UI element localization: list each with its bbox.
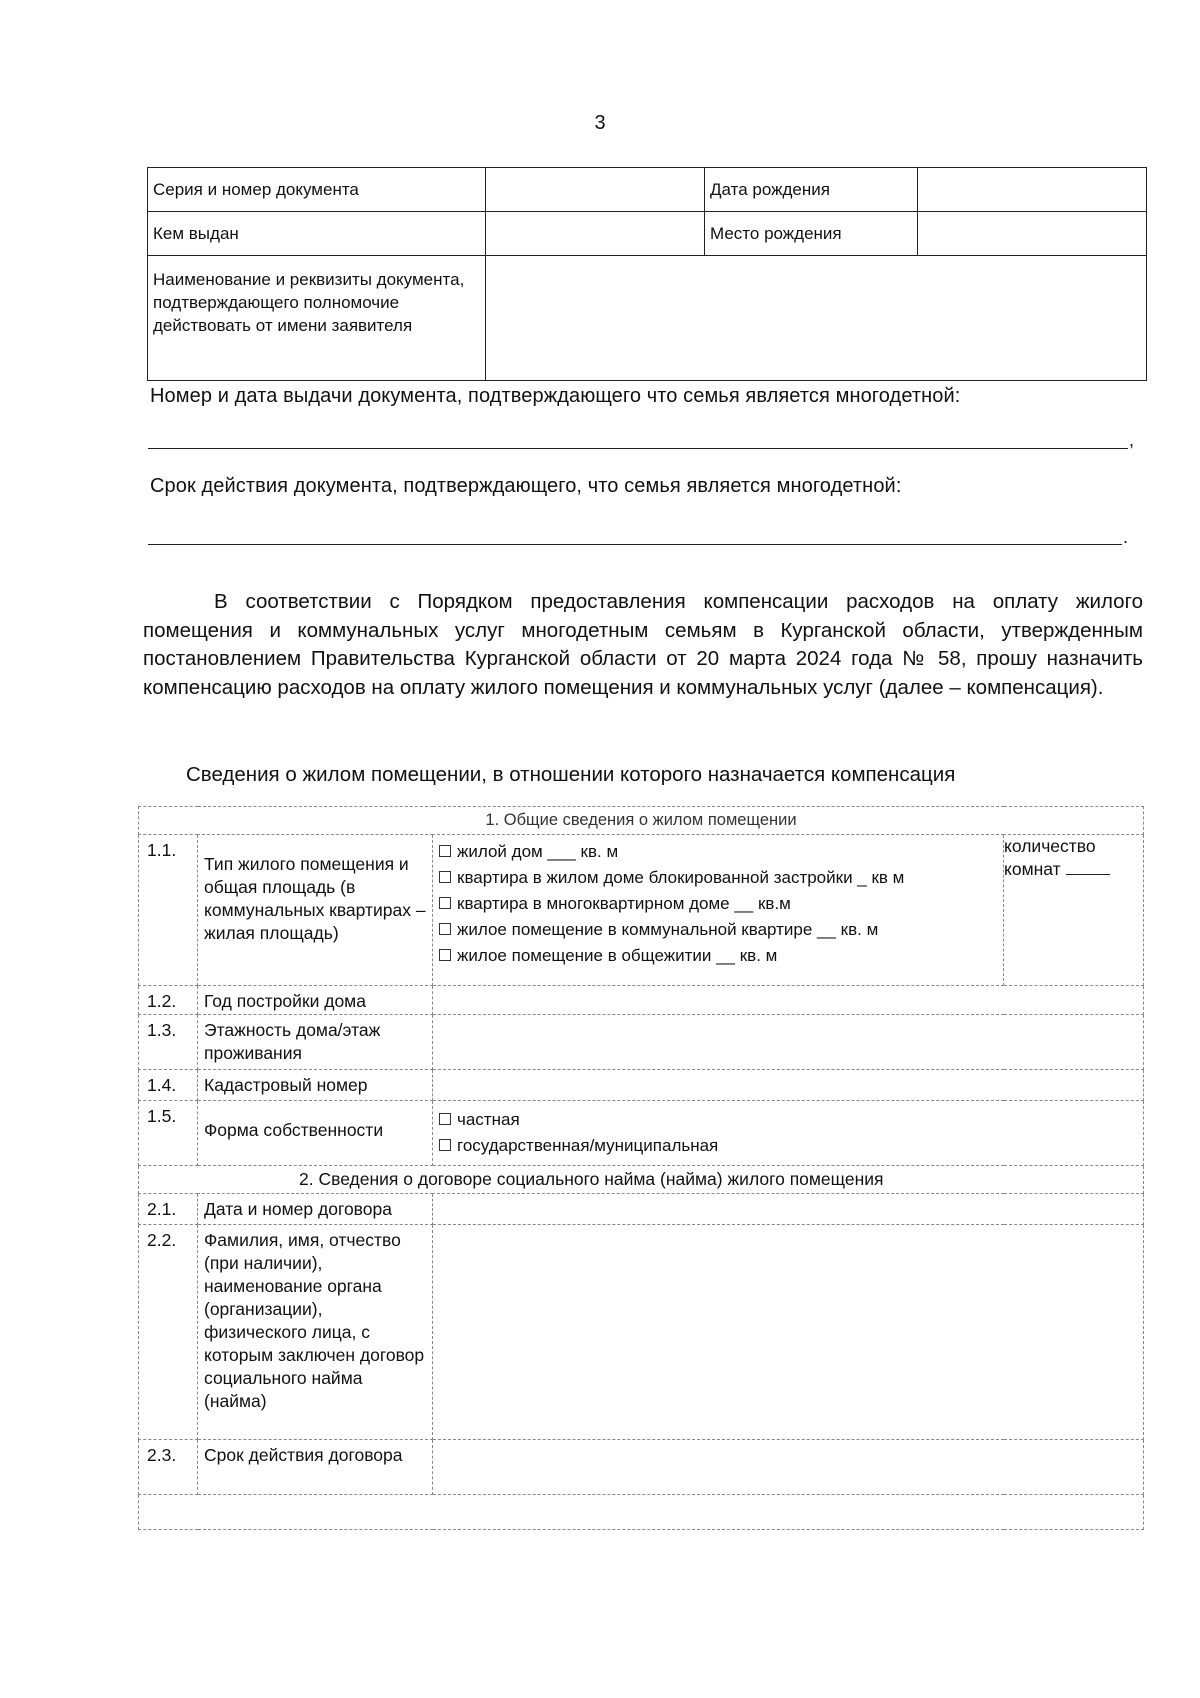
issued-by-label: Кем выдан: [148, 212, 486, 256]
rooms-count-cell[interactable]: количество комнат: [1004, 835, 1144, 986]
housing-type-label: Тип жилого помещения и общая площадь (в коммунальных квартирах – жилая площадь): [198, 835, 433, 986]
option-private[interactable]: частная: [439, 1107, 1143, 1133]
contract-date-number-label: Дата и номер договора: [198, 1194, 433, 1225]
option-house[interactable]: жилой дом ___ кв. м: [439, 839, 1003, 865]
floors-label: Этажность дома/этаж проживания: [198, 1015, 433, 1070]
issued-by-field[interactable]: [486, 212, 705, 256]
page-number: 3: [594, 112, 606, 134]
checkbox-icon[interactable]: [439, 949, 451, 961]
checkbox-icon[interactable]: [439, 1139, 451, 1151]
birth-place-field[interactable]: [918, 212, 1147, 256]
checkbox-icon[interactable]: [439, 845, 451, 857]
empty-row: [139, 1495, 1144, 1530]
ownership-options: [433, 1101, 1144, 1166]
checkbox-icon[interactable]: [439, 1113, 451, 1125]
large-family-doc-validity-line[interactable]: [148, 544, 1122, 545]
birth-date-field[interactable]: [918, 168, 1147, 212]
housing-info-table: 1. Общие сведения о жилом помещении 1.1. Тип жилого помещения и общая площадь (в коммунальных квартирах – жилая площадь) жилой дом ___ кв. м квартира в жилом доме блокированной застройки _ кв м квартира в многоквартирном доме __ кв.м жилое помещение в коммунальной квартире __ кв. м жилое помещение в общежитии __ кв. м количество комнат 1.2. Год постройки дома 1.3. Этажность дома/этаж проживания 1.4. Кадастровый номер 1.5. Форма собственности частная государственная/муниципальная 2. Сведения о договоре социального найма (найма) жилого помещения 2.1. Дата и номер договора 2.2. Фамилия, имя, отчество (при наличии), наименование органа (организации), физического лица, с которым заключен договор социального найма (найма) 2.3. Срок действия договора: [138, 806, 1144, 1530]
birth-date-label: Дата рождения: [705, 168, 918, 212]
option-dormitory[interactable]: жилое помещение в общежитии __ кв. м: [439, 943, 1003, 969]
large-family-doc-number-label: Номер и дата выдачи документа, подтверждающего что семья является многодетной:: [150, 385, 961, 407]
housing-type-options: [433, 835, 1004, 986]
authority-doc-label: Наименование и реквизиты документа, подтверждающего полномочие действовать от имени заявителя: [148, 256, 486, 381]
construction-year-label: Год постройки дома: [198, 986, 433, 1015]
contract-party-field[interactable]: [433, 1225, 1144, 1440]
construction-year-field[interactable]: [433, 986, 1144, 1015]
housing-section-title: Сведения о жилом помещении, в отношении которого назначается компенсация: [186, 763, 956, 786]
cadastral-number-label: Кадастровый номер: [198, 1070, 433, 1101]
large-family-doc-number-line[interactable]: [148, 448, 1128, 449]
checkbox-icon[interactable]: [439, 897, 451, 909]
option-blocked-house-apartment[interactable]: квартира в жилом доме блокированной застройки _ кв м: [439, 865, 1003, 891]
doc-series-label: Серия и номер документа: [148, 168, 486, 212]
request-paragraph: В соответствии с Порядком предоставления компенсации расходов на оплату жилого помещения и коммунальных услуг многодетным семьям в Курганской области, утвержденным постановлением Правительства Курганской области от 20 марта 2024 года № 58, прошу назначить компенсацию расходов на оплату жилого помещения и коммунальных услуг (далее – компенсация).: [143, 590, 1143, 699]
option-state-municipal[interactable]: государственная/муниципальная: [439, 1133, 1143, 1159]
row-number: 1.1.: [139, 835, 198, 986]
option-apartment[interactable]: квартира в многоквартирном доме __ кв.м: [439, 891, 1003, 917]
cadastral-number-field[interactable]: [433, 1070, 1144, 1101]
contract-party-label: Фамилия, имя, отчество (при наличии), наименование органа (организации), физического лица, с которым заключен договор социального найма (найма): [198, 1225, 433, 1440]
checkbox-icon[interactable]: [439, 923, 451, 935]
contract-validity-label: Срок действия договора: [198, 1440, 433, 1495]
section-2-heading: 2. Сведения о договоре социального найма (найма) жилого помещения: [139, 1166, 1144, 1194]
doc-series-field[interactable]: [486, 168, 705, 212]
applicant-document-table: [147, 167, 1147, 381]
contract-validity-field[interactable]: [433, 1440, 1144, 1495]
checkbox-icon[interactable]: [439, 871, 451, 883]
contract-date-number-field[interactable]: [433, 1194, 1144, 1225]
ownership-label: Форма собственности: [198, 1101, 433, 1166]
option-communal-apartment[interactable]: жилое помещение в коммунальной квартире __ кв. м: [439, 917, 1003, 943]
birth-place-label: Место рождения: [705, 212, 918, 256]
floors-field[interactable]: [433, 1015, 1144, 1070]
section-1-heading: 1. Общие сведения о жилом помещении: [139, 807, 1144, 835]
authority-doc-field[interactable]: [486, 256, 1147, 381]
large-family-doc-validity-label: Срок действия документа, подтверждающего, что семья является многодетной:: [150, 475, 902, 497]
